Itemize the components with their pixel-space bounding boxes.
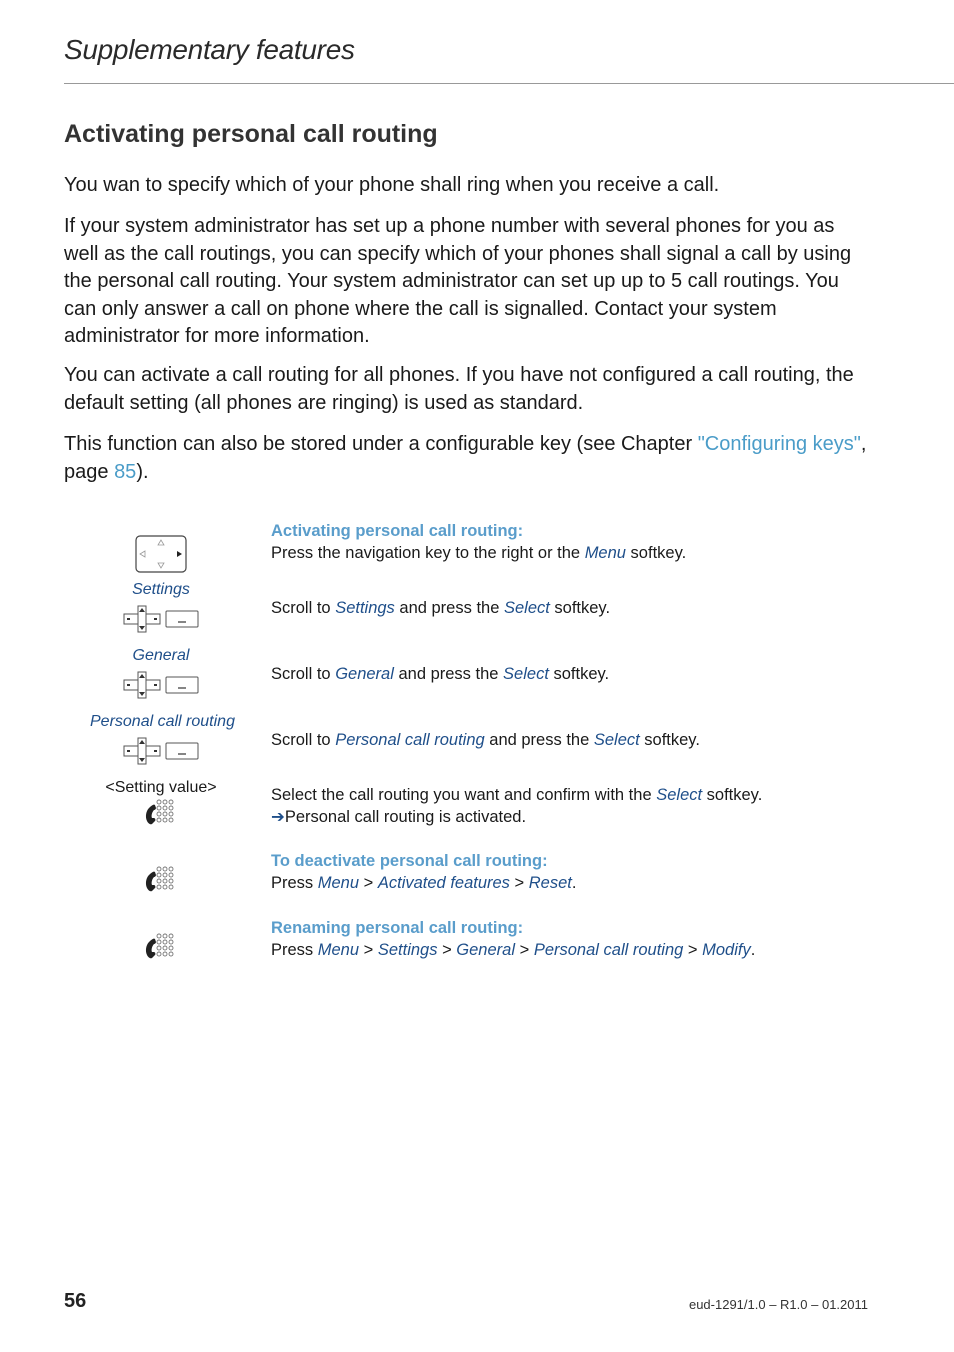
- step-text: softkey.: [625, 544, 687, 562]
- select-term: Select: [503, 665, 549, 683]
- select-term: Select: [656, 786, 703, 804]
- handset-keypad-icon: [90, 866, 232, 894]
- separator: >: [359, 941, 378, 959]
- select-term: Select: [593, 731, 640, 749]
- period: .: [571, 874, 577, 892]
- step-text: and press the: [484, 731, 594, 749]
- intro-paragraph-2: If your system administrator has set up a phone number with several phones for you as well as the call routings, you can specify which of your phones shall signal a call by using the personal call routing. Your system administrator can set up up to 5 call routings. You can only answer a call on phone where the call is signalled. Contact your system administrator for more information.: [64, 215, 852, 347]
- step-text: Press the navigation key to the right or the: [271, 544, 585, 562]
- modify-term: Modify: [702, 941, 751, 959]
- handset-keypad-icon: [90, 799, 232, 827]
- chapter-title: Supplementary features: [64, 34, 355, 65]
- intro-paragraph-1: You wan to specify which of your phone shall ring when you receive a call.: [64, 174, 720, 196]
- separator: >: [509, 874, 529, 892]
- step-text: Scroll to: [271, 599, 336, 617]
- step-select-routing: [271, 784, 911, 828]
- configuring-keys-link[interactable]: "Configuring keys": [697, 433, 861, 455]
- activated-features-term: Activated features: [377, 874, 510, 892]
- period: .: [750, 941, 756, 959]
- step-text: and press the: [393, 665, 504, 683]
- separator: >: [437, 941, 457, 959]
- result-arrow-icon: ➔: [271, 808, 285, 826]
- result-text: Personal call routing is activated.: [284, 808, 527, 826]
- navigation-key-icon: [90, 535, 232, 573]
- personal-call-routing-term: Personal call routing: [533, 941, 684, 959]
- setting-value-label: <Setting value>: [105, 779, 217, 796]
- scroll-select-keys-icon: [90, 737, 232, 765]
- step-rename: [271, 917, 911, 961]
- section-title: Activating personal call routing: [64, 120, 438, 148]
- menu-term: Menu: [584, 544, 626, 562]
- step-text: Press: [271, 941, 318, 959]
- intro-paragraph-4: [64, 431, 874, 486]
- p4-text-after: ).: [136, 460, 149, 483]
- rename-heading: Renaming personal call routing:: [271, 919, 524, 937]
- settings-term: Settings: [377, 941, 438, 959]
- page-number: 56: [64, 1290, 87, 1312]
- p4-text-mid: , page: [64, 433, 867, 483]
- intro-paragraph-3: You can activate a call routing for all phones. If you have not configured a call routing, the default setting (all phones are ringing) is used as standard.: [64, 364, 854, 414]
- step-deactivate: [271, 850, 911, 894]
- general-term: General: [456, 941, 515, 959]
- step-activate: [271, 520, 911, 564]
- document-id: eud-1291/1.0 – R1.0 – 01.2011: [688, 1297, 868, 1312]
- reset-term: Reset: [528, 874, 572, 892]
- deactivate-heading: To deactivate personal call routing:: [271, 852, 548, 870]
- select-term: Select: [503, 599, 550, 617]
- scroll-select-keys-icon: [90, 671, 232, 699]
- step-text: softkey.: [702, 786, 763, 804]
- general-label: General: [132, 647, 190, 664]
- personal-call-routing-term: Personal call routing: [335, 731, 485, 749]
- settings-label: Settings: [132, 581, 190, 598]
- menu-term: Menu: [317, 941, 360, 959]
- separator: >: [683, 941, 703, 959]
- step-scroll-personal-call-routing: [271, 729, 911, 751]
- menu-term: Menu: [317, 874, 360, 892]
- step-scroll-settings: [271, 597, 911, 619]
- separator: >: [359, 874, 378, 892]
- separator: >: [515, 941, 534, 959]
- step-text: softkey.: [549, 599, 611, 617]
- step-text: Scroll to: [271, 731, 336, 749]
- step-scroll-general: [271, 663, 911, 685]
- settings-term: Settings: [335, 599, 395, 617]
- p4-text-before: This function can also be stored under a configurable key (see Chapter: [64, 433, 698, 455]
- header-rule: [64, 83, 954, 84]
- activate-heading: Activating personal call routing:: [271, 522, 524, 540]
- scroll-select-keys-icon: [90, 605, 232, 633]
- step-text: softkey.: [639, 731, 700, 749]
- general-term: General: [335, 665, 394, 683]
- step-text: and press the: [394, 599, 504, 617]
- page-85-link[interactable]: 85: [114, 460, 137, 483]
- handset-keypad-icon: [90, 933, 232, 961]
- step-text: Select the call routing you want and confirm with the: [271, 786, 657, 804]
- step-text: softkey.: [548, 665, 610, 683]
- step-text: Scroll to: [271, 665, 336, 683]
- step-text: Press: [271, 874, 318, 892]
- personal-call-routing-label: Personal call routing: [90, 713, 235, 730]
